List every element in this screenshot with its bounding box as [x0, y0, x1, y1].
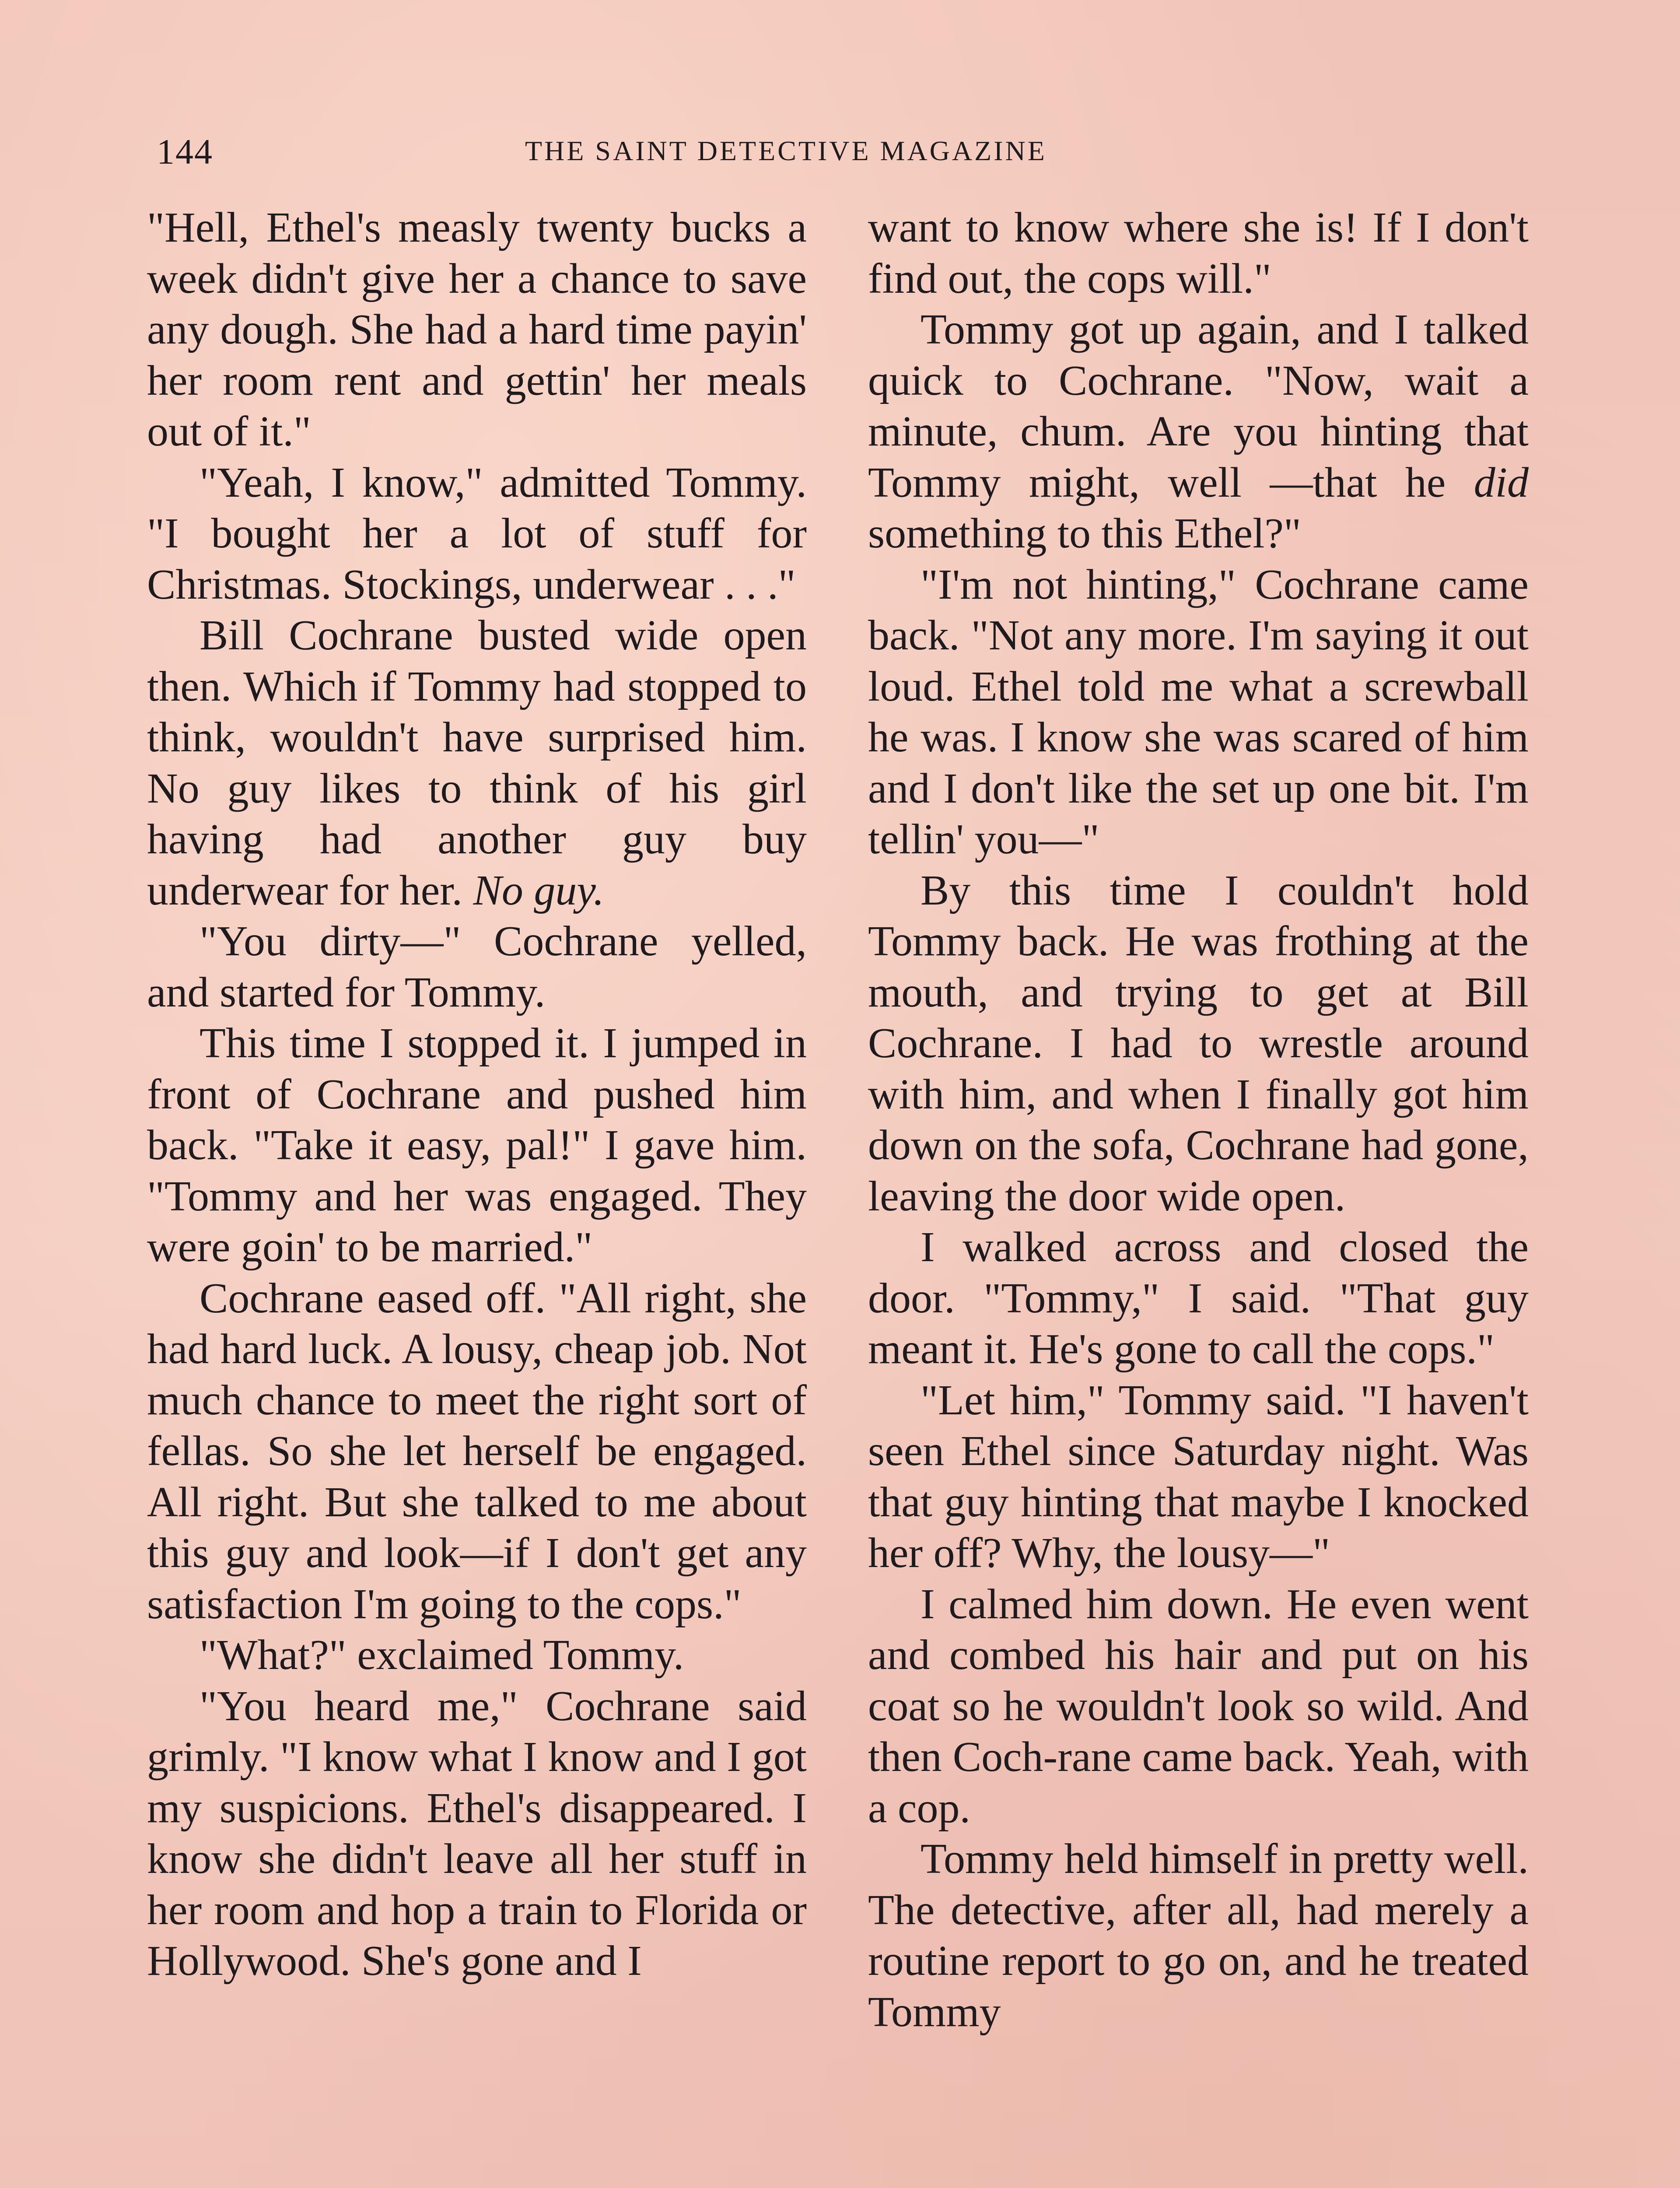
paragraph: "Hell, Ethel's measly twenty bucks a week didn't give her a chance to save any dough. She had a hard time payin' her room rent and gettin' her meals out of it."	[147, 204, 807, 455]
paragraph: "Yeah, I know," admitted Tommy. "I bought her a lot of stuff for Christmas. Stockings, underwear . . ."	[147, 459, 807, 608]
paragraph: Cochrane eased off. "All right, she had hard luck. A lousy, cheap job. Not much chance to meet the right sort of fellas. So she let herself be engaged. All right. But she talked to me about this guy and look—if I don't get any satisfaction I'm going to the cops."	[147, 1274, 807, 1628]
magazine-title: THE SAINT DETECTIVE MAGAZINE	[525, 135, 1047, 166]
paragraph-text: something to this Ethel?"	[868, 510, 1301, 557]
paragraph: "You dirty—" Cochrane yelled, and started for Tommy.	[147, 918, 807, 1016]
emphasis-text: No guy.	[473, 866, 604, 914]
emphasis-text: did	[1474, 459, 1529, 506]
paragraph: want to know where she is! If I don't find out, the cops will."	[868, 204, 1529, 302]
paragraph: By this time I couldn't hold Tommy back. He was frothing at the mouth, and trying to get at Bill Cochrane. I had to wrestle around with him, and when I finally got him down on the sofa, Cochrane had gone, leaving the door wide open.	[868, 866, 1529, 1220]
paragraph: This time I stopped it. I jumped in front of Cochrane and pushed him back. "Take it easy, pal!" I gave him. "Tommy and her was engaged. They were goin' to be married."	[147, 1020, 807, 1271]
paragraph-text: Bill Cochrane busted wide open then. Which if Tommy had stopped to think, wouldn't have surprised him. No guy likes to think of his girl having had another guy buy underwear for her.	[147, 612, 807, 914]
paragraph-text: Tommy got up again, and I talked quick to Cochrane. "Now, wait a minute, chum. Are you hinting that Tommy might, well —that he	[868, 306, 1529, 506]
paragraph: I calmed him down. He even went and combed his hair and put on his coat so he wouldn't look so wild. And then Coch-rane came back. Yeah, with a cop.	[868, 1580, 1529, 1832]
paragraph: "Let him," Tommy said. "I haven't seen Ethel since Saturday night. Was that guy hinting that maybe I knocked her off? Why, the lousy—"	[868, 1376, 1529, 1577]
left-column	[147, 202, 807, 1987]
paragraph	[868, 304, 1529, 559]
right-column	[868, 202, 1529, 2037]
paragraph	[147, 610, 807, 916]
paragraph: "I'm not hinting," Cochrane came back. "Not any more. I'm saying it out loud. Ethel told me what a screwball he was. I know she was scared of him and I don't like the set up one bit. I'm tellin' you—"	[868, 561, 1529, 863]
running-head	[157, 131, 1527, 179]
paragraph: I walked across and closed the door. "Tommy," I said. "That guy meant it. He's gone to call the cops."	[868, 1224, 1529, 1373]
page-number: 144	[157, 132, 213, 172]
paragraph: "You heard me," Cochrane said grimly. "I know what I know and I got my suspicions. Ethel's disappeared. I know she didn't leave all her stuff in her room and hop a train to Florida or Hollywood. She's gone and I	[147, 1682, 807, 1985]
paragraph: "What?" exclaimed Tommy.	[200, 1631, 684, 1679]
paragraph: Tommy held himself in pretty well. The detective, after all, had merely a routine report to go on, and he treated Tommy	[868, 1835, 1529, 2036]
